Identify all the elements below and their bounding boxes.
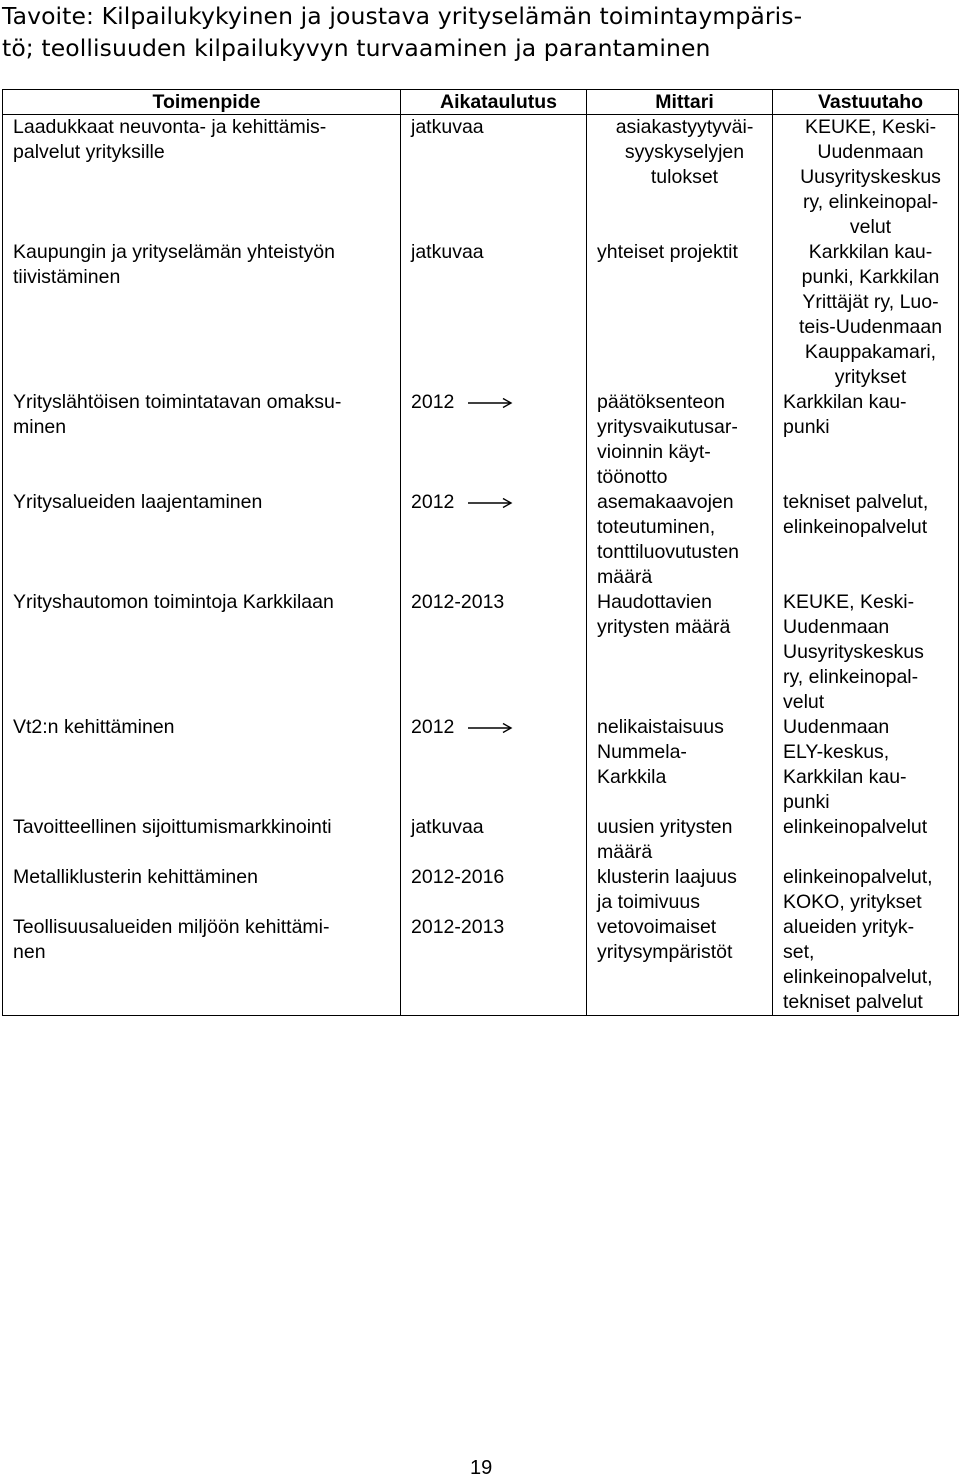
table-row [3,865,959,915]
cell-vastuutaho [773,590,959,715]
arrow-right-icon [468,497,514,509]
table-row [3,915,959,1016]
mittari-text: uusien yritysten määrä [597,816,733,863]
cell-mittari [587,865,773,915]
table-body [3,115,959,1016]
cell-vastuutaho [773,715,959,815]
cell-aikataulutus [401,490,587,590]
vastuutaho-text: elinkeinopalvelut [783,816,928,838]
vastuutaho-text: tekniset palvelut, elinkeinopalvelut [783,491,929,538]
mittari-text: yhteiset projektit [597,241,738,263]
mittari-text: asemakaavojen toteutuminen, tonttiluovutusten määrä [597,491,740,588]
cell-mittari [587,915,773,1016]
table-row [3,115,959,241]
cell-aikataulutus [401,390,587,490]
measures-table [2,89,959,1016]
cell-mittari [587,115,773,241]
table-header-row [3,90,959,115]
toimenpide-text: Kaupungin ja yrityselämän yhteistyön tiivistäminen [13,241,335,288]
header-aikataulutus: Aikataulutus [401,90,587,115]
toimenpide-text: Teollisuusalueiden miljöön kehittämi- nen [13,916,330,963]
header-toimenpide: Toimenpide [3,90,401,115]
toimenpide-text: Yrityslähtöisen toimintatavan omaksu- minen [13,391,342,438]
aikataulutus-text: 2012-2016 [411,866,505,888]
cell-aikataulutus [401,715,587,815]
cell-aikataulutus [401,915,587,1016]
toimenpide-text: Yritysalueiden laajentaminen [13,491,263,513]
cell-toimenpide [3,490,401,590]
table-row [3,240,959,390]
cell-mittari [587,815,773,865]
table-row [3,590,959,715]
table-row [3,490,959,590]
cell-vastuutaho [773,865,959,915]
cell-toimenpide [3,115,401,241]
aikataulutus-text: jatkuvaa [411,116,484,138]
mittari-text: asiakastyytyväi- syyskyselyjen tulokset [615,116,754,188]
mittari-text: Haudottavien yritysten määrä [597,591,731,638]
cell-toimenpide [3,915,401,1016]
cell-mittari [587,715,773,815]
cell-vastuutaho [773,390,959,490]
header-vastuutaho: Vastuutaho [773,90,959,115]
page-title: Tavoite: Kilpailukykyinen ja joustava yrityselämän toimintaympäris- tö; teollisuuden kilpailukyvyn turvaaminen ja parantaminen [2,2,803,62]
toimenpide-text: Tavoitteellinen sijoittumismarkkinointi [13,816,332,838]
mittari-text: nelikaistaisuus Nummela- Karkkila [597,716,724,788]
cell-mittari [587,240,773,390]
cell-toimenpide [3,390,401,490]
cell-toimenpide [3,715,401,815]
mittari-text: klusterin laajuus ja toimivuus [597,866,737,913]
header-mittari: Mittari [587,90,773,115]
toimenpide-text: Metalliklusterin kehittäminen [13,866,258,888]
vastuutaho-text: KEUKE, Keski- Uudenmaan Uusyrityskeskus ry, elinkeinopal- velut [783,591,924,713]
cell-vastuutaho [773,915,959,1016]
mittari-text: päätöksenteon yritysvaikutusar- vioinnin käyt- töönotto [597,391,738,488]
aikataulutus-text: 2012-2013 [411,591,505,613]
aikataulutus-text: 2012 [411,391,455,413]
toimenpide-text: Laadukkaat neuvonta- ja kehittämis- palvelut yrityksille [13,116,327,163]
cell-toimenpide [3,865,401,915]
cell-aikataulutus [401,115,587,241]
mittari-text: vetovoimaiset yritysympäristöt [597,916,733,963]
cell-aikataulutus [401,865,587,915]
arrow-right-icon [468,397,514,409]
cell-aikataulutus [401,815,587,865]
aikataulutus-text: 2012 [411,491,455,513]
cell-mittari [587,390,773,490]
table-row [3,815,959,865]
aikataulutus-text: 2012-2013 [411,916,505,938]
table-row [3,715,959,815]
aikataulutus-text: 2012 [411,716,455,738]
page-number: 19 [470,1457,493,1479]
cell-vastuutaho [773,815,959,865]
vastuutaho-text: alueiden yrityk- set, elinkeinopalvelut, tekniset palvelut [783,916,933,1013]
vastuutaho-text: elinkeinopalvelut, KOKO, yritykset [783,866,933,913]
table-row [3,390,959,490]
cell-vastuutaho [773,490,959,590]
cell-mittari [587,590,773,715]
aikataulutus-text: jatkuvaa [411,241,484,263]
cell-vastuutaho [773,240,959,390]
toimenpide-text: Yrityshautomon toimintoja Karkkilaan [13,591,334,613]
cell-aikataulutus [401,590,587,715]
cell-toimenpide [3,815,401,865]
cell-toimenpide [3,240,401,390]
vastuutaho-text: Karkkilan kau- punki, Karkkilan Yrittäjät ry, Luo- teis-Uudenmaan Kauppakamari, yritykset [798,241,943,388]
cell-vastuutaho [773,115,959,241]
cell-toimenpide [3,590,401,715]
cell-mittari [587,490,773,590]
vastuutaho-text: KEUKE, Keski- Uudenmaan Uusyrityskeskus ry, elinkeinopal- velut [800,116,941,238]
cell-aikataulutus [401,240,587,390]
toimenpide-text: Vt2:n kehittäminen [13,716,175,738]
vastuutaho-text: Karkkilan kau- punki [783,391,907,438]
arrow-right-icon [468,722,514,734]
aikataulutus-text: jatkuvaa [411,816,484,838]
vastuutaho-text: Uudenmaan ELY-keskus, Karkkilan kau- punki [783,716,907,813]
